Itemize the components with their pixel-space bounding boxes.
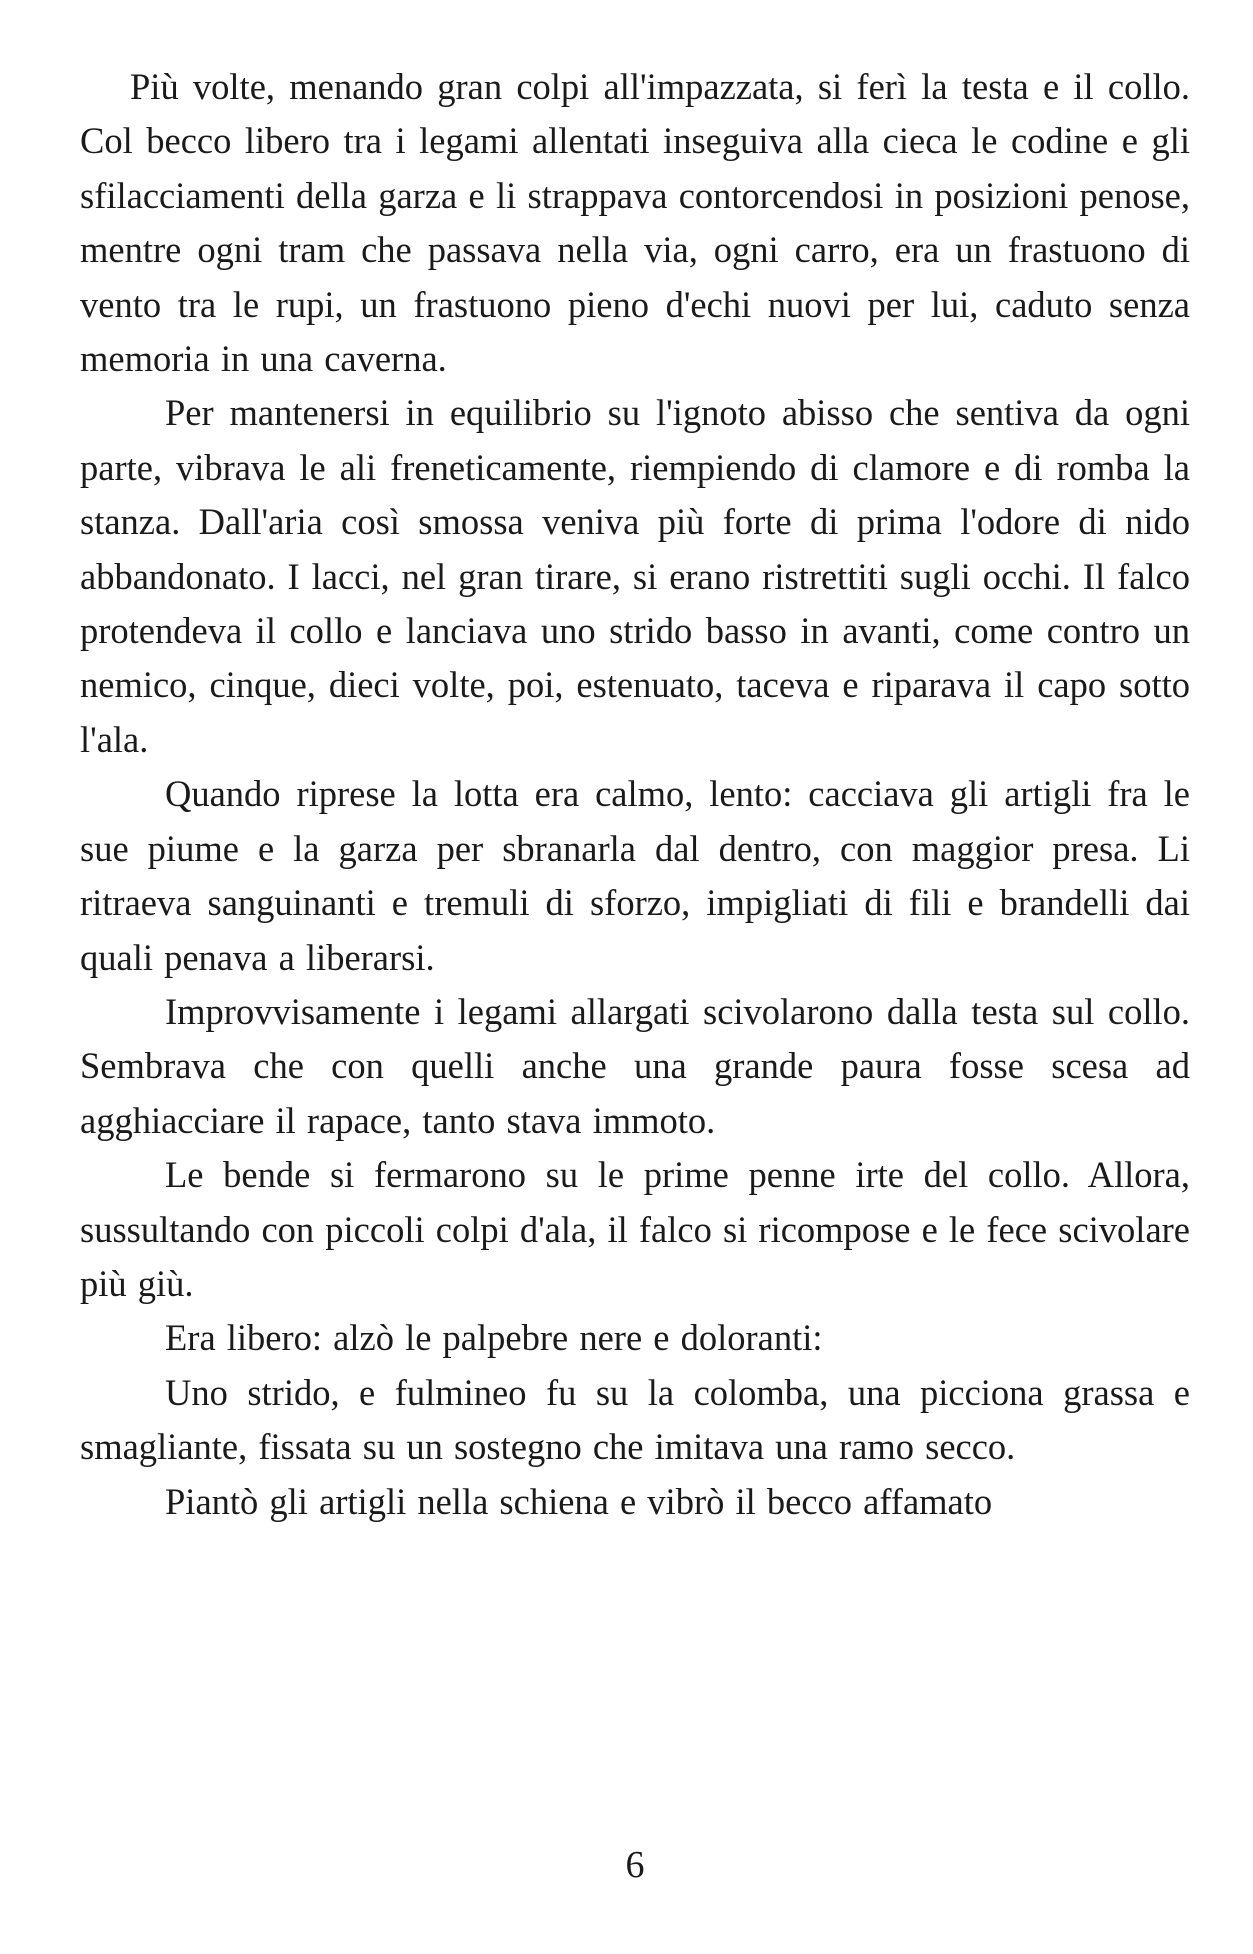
paragraph-5: Le bende si fermarono su le prime penne irte del collo. Allora, sussultando con piccoli colpi d'ala, il falco si ricompose e le fece scivolare più giù. xyxy=(80,1154,1190,1304)
paragraph-2: Per mantenersi in equilibrio su l'ignoto abisso che sentiva da ogni parte, vibrava le ali freneticamente, riempiendo di clamore e di romba la stanza. Dall'aria così smossa veniva più forte di prima l'odore di nido abbandonato. I lacci, nel gran tirare, si erano ristrettiti sugli occhi. Il falco protendeva il collo e lanciava uno strido basso in avanti, come contro un nemico, cinque, dieci volte, poi, estenuato, taceva e riparava il capo sotto l'ala. xyxy=(80,392,1190,760)
body-text xyxy=(80,60,1190,1529)
paragraph-1 xyxy=(80,60,1190,386)
book-page xyxy=(80,60,1190,1940)
paragraph-6: Era libero: alzò le palpebre nere e doloranti: xyxy=(165,1317,823,1359)
paragraph-8: Piantò gli artigli nella schiena e vibrò il becco affamato xyxy=(165,1480,993,1522)
paragraph-7: Uno strido, e fulmineo fu su la colomba, una picciona grassa e smagliante, fissata su un sostegno che imitava una ramo secco. xyxy=(80,1371,1190,1468)
page-number: 6 xyxy=(625,1844,645,1886)
paragraph-1-text: Più volte, menando gran colpi all'impazzata, si ferì la testa e il collo. Col becco libero tra i legami allentati inseguiva alla cieca le codine e gli sfilacciamenti della garza e li strappava contorcendosi in posizioni penose, mentre ogni tram che passava nella via, ogni carro, era un frastuono di vento tra le rupi, un frastuono pieno d'echi nuovi per lui, caduto senza memoria in una caverna. xyxy=(80,66,1190,380)
paragraph-4: Improvvisamente i legami allargati scivolarono dalla testa sul collo. Sembrava che con quelli anche una grande paura fosse scesa ad agghiacciare il rapace, tanto stava immoto. xyxy=(80,990,1190,1141)
paragraph-3: Quando riprese la lotta era calmo, lento: cacciava gli artigli fra le sue piume e la garza per sbranarla dal dentro, con maggior presa. Li ritraeva sanguinanti e tremuli di sforzo, impigliati di fili e brandelli dai quali penava a liberarsi. xyxy=(80,773,1190,978)
